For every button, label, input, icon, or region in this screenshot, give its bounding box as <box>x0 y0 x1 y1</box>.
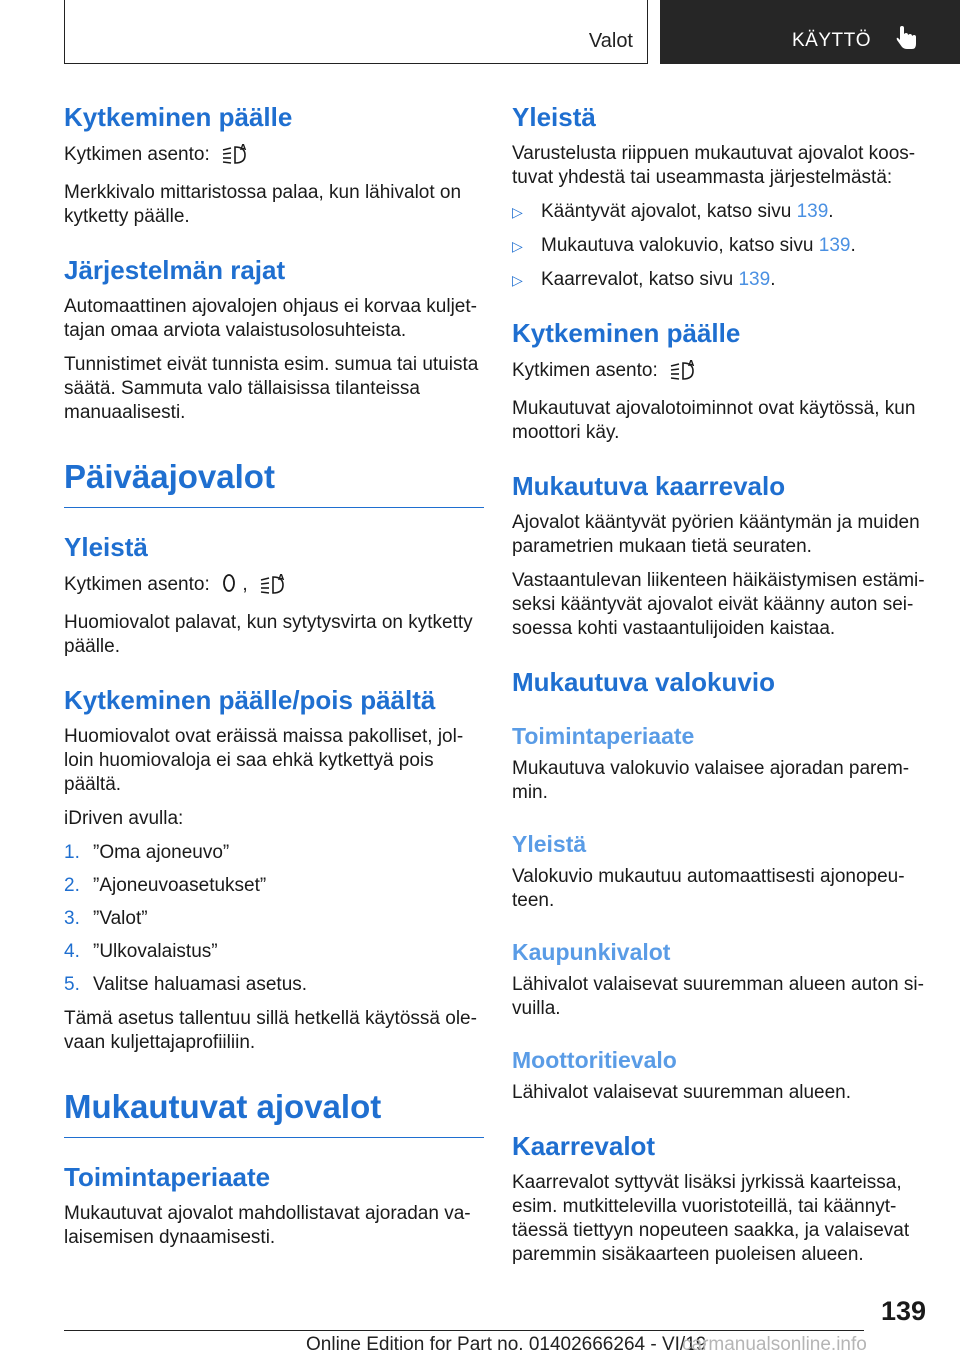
heading-general: Yleistä <box>64 532 148 562</box>
curve-paragraph-2: Vastaantulevan liikenteen häikäistymisen estämiseksi kääntyvät ajovalot eivät käänny auton seisoessa kohti vastaantulijoiden kaistaa. <box>512 570 925 639</box>
heading-adaptive-curve: Mukautuva kaarrevalo <box>512 471 786 501</box>
limits-paragraph-1: Automaattinen ajovalojen ohjaus ei korvaa kuljettajan omaa arviota valaistusolosuhteista. <box>64 296 477 341</box>
header-section-box <box>64 0 648 64</box>
heading-adaptive-pattern: Mukautuva valokuvio <box>512 667 775 697</box>
symbol-separator: , <box>242 574 248 595</box>
heading-general-right: Yleistä <box>512 102 596 132</box>
indicator-paragraph: Merkkivalo mittaristossa palaa, kun lähivalot on kytketty päälle. <box>64 182 462 227</box>
step-item: 4. ”Ulkovalaistus” <box>64 941 218 962</box>
list-item: ▷ Kaarrevalot, katso sivu 139. <box>512 269 776 290</box>
general-paragraph: Varustelusta riippuen mukautuvat ajovalot koostuvat yhdestä tai useammasta järjestelmästä: <box>512 143 916 188</box>
heading-principle: Toimintaperiaate <box>64 1162 271 1192</box>
triangle-bullet-icon: ▷ <box>512 272 523 288</box>
list-item: ▷ Mukautuva valokuvio, katso sivu 139. <box>512 235 856 256</box>
idrive-steps <box>64 841 484 997</box>
curve-paragraph-1: Ajovalot kääntyvät pyörien kääntymän ja muiden parametrien mukaan tietä seuraten. <box>512 512 920 557</box>
header-chapter-box <box>660 0 960 64</box>
svg-text:A: A <box>688 359 695 368</box>
heading-city-lights: Kaupunkivalot <box>512 939 671 965</box>
step-item: 3. ”Valot” <box>64 908 148 929</box>
profile-paragraph: Tämä asetus tallentuu sillä hetkellä käytössä olevaan kuljettajaprofiiliin. <box>64 1008 477 1053</box>
city-paragraph: Lähivalot valaisevat suuremman alueen auton sivuilla. <box>512 974 924 1019</box>
limits-paragraph-2: Tunnistimet eivät tunnista esim. sumua tai utuista säätä. Sammuta valo tällaisissa tilanteissa manuaalisesti. <box>64 354 479 423</box>
page-link[interactable]: 139 <box>738 269 771 290</box>
heading-system-limits: Järjestelmän rajat <box>64 255 286 285</box>
principle-paragraph-right: Mukautuva valokuvio valaisee ajoradan paremmin. <box>512 758 910 803</box>
step-item: 5. Valitse haluamasi asetus. <box>64 974 308 995</box>
heading-principle-right: Toimintaperiaate <box>512 723 695 749</box>
heading-motorway-light: Moottoritievalo <box>512 1047 677 1073</box>
drl-paragraph: Huomiovalot palavat, kun sytytysvirta on kytketty päälle. <box>64 612 473 657</box>
switch-position-label: Kytkimen asento: <box>64 144 210 165</box>
heading-switch-on-off: Kytkeminen päälle/pois päältä <box>64 685 436 715</box>
page-link[interactable]: 139 <box>796 201 829 222</box>
off-position-icon <box>221 572 237 601</box>
switch-position-paragraph-right <box>512 358 928 387</box>
auto-headlight-icon-2 <box>259 572 289 601</box>
svg-text:A: A <box>240 143 247 152</box>
heading-general-2: Yleistä <box>512 831 587 857</box>
switch-position-paragraph <box>64 142 484 171</box>
onoff-paragraph: Huomiovalot ovat eräissä maissa pakolliset, jolloin huomiovaloja ei saa ehkä kytkettyä pois päältä. <box>64 726 464 795</box>
system-list <box>512 200 928 292</box>
heading-adaptive-headlights: Mukautuvat ajovalot <box>64 1085 484 1138</box>
chapter-title: KÄYTTÖ <box>792 30 872 51</box>
watermark: carmanualsonline.info <box>682 1334 867 1355</box>
left-column <box>64 100 484 1260</box>
svg-text:A: A <box>277 573 285 582</box>
auto-headlight-icon <box>221 142 251 171</box>
page-link[interactable]: 139 <box>818 235 851 256</box>
auto-headlight-icon-3 <box>669 358 699 387</box>
heading-cornering-lights: Kaarrevalot <box>512 1131 656 1161</box>
cornering-paragraph: Kaarrevalot syttyvät lisäksi jyrkissä kaarteissa, esim. mutkittelevilla vuoristoteillä, tai käännyttäessä tiettyyn nopeuteen saakka, ja valaisevat paremmin sisäkaarteen puoleisen alueen. <box>512 1172 910 1265</box>
switch-position-paragraph-2 <box>64 572 484 601</box>
triangle-bullet-icon: ▷ <box>512 238 523 254</box>
heading-daytime-running-lights: Päiväajovalot <box>64 455 484 508</box>
footer-divider <box>64 1330 864 1331</box>
step-item: 1. ”Oma ajoneuvo” <box>64 842 230 863</box>
idrive-paragraph: iDriven avulla: <box>64 808 184 829</box>
heading-switch-on: Kytkeminen päälle <box>64 102 293 132</box>
motorway-paragraph: Lähivalot valaisevat suuremman alueen. <box>512 1082 852 1103</box>
switch-paragraph: Mukautuvat ajovalotoiminnot ovat käytössä, kun moottori käy. <box>512 398 916 443</box>
step-item: 2. ”Ajoneuvoasetukset” <box>64 875 267 896</box>
right-column <box>512 100 928 1277</box>
heading-switch-on-right: Kytkeminen päälle <box>512 318 741 348</box>
triangle-bullet-icon: ▷ <box>512 204 523 220</box>
edition-text: Online Edition for Part no. 01402666264 - VI/19 <box>306 1334 707 1355</box>
switch-position-label-right: Kytkimen asento: <box>512 360 658 381</box>
page-number: 139 <box>880 1296 926 1326</box>
list-item: ▷ Kääntyvät ajovalot, katso sivu 139. <box>512 201 834 222</box>
general2-paragraph: Valokuvio mukautuu automaattisesti ajonopeuteen. <box>512 866 905 911</box>
section-title: Valot <box>588 30 633 52</box>
pointing-hand-icon <box>896 26 918 55</box>
switch-position-label-2: Kytkimen asento: <box>64 574 210 595</box>
principle-paragraph: Mukautuvat ajovalot mahdollistavat ajoradan valaisemisen dynaamisesti. <box>64 1203 471 1248</box>
